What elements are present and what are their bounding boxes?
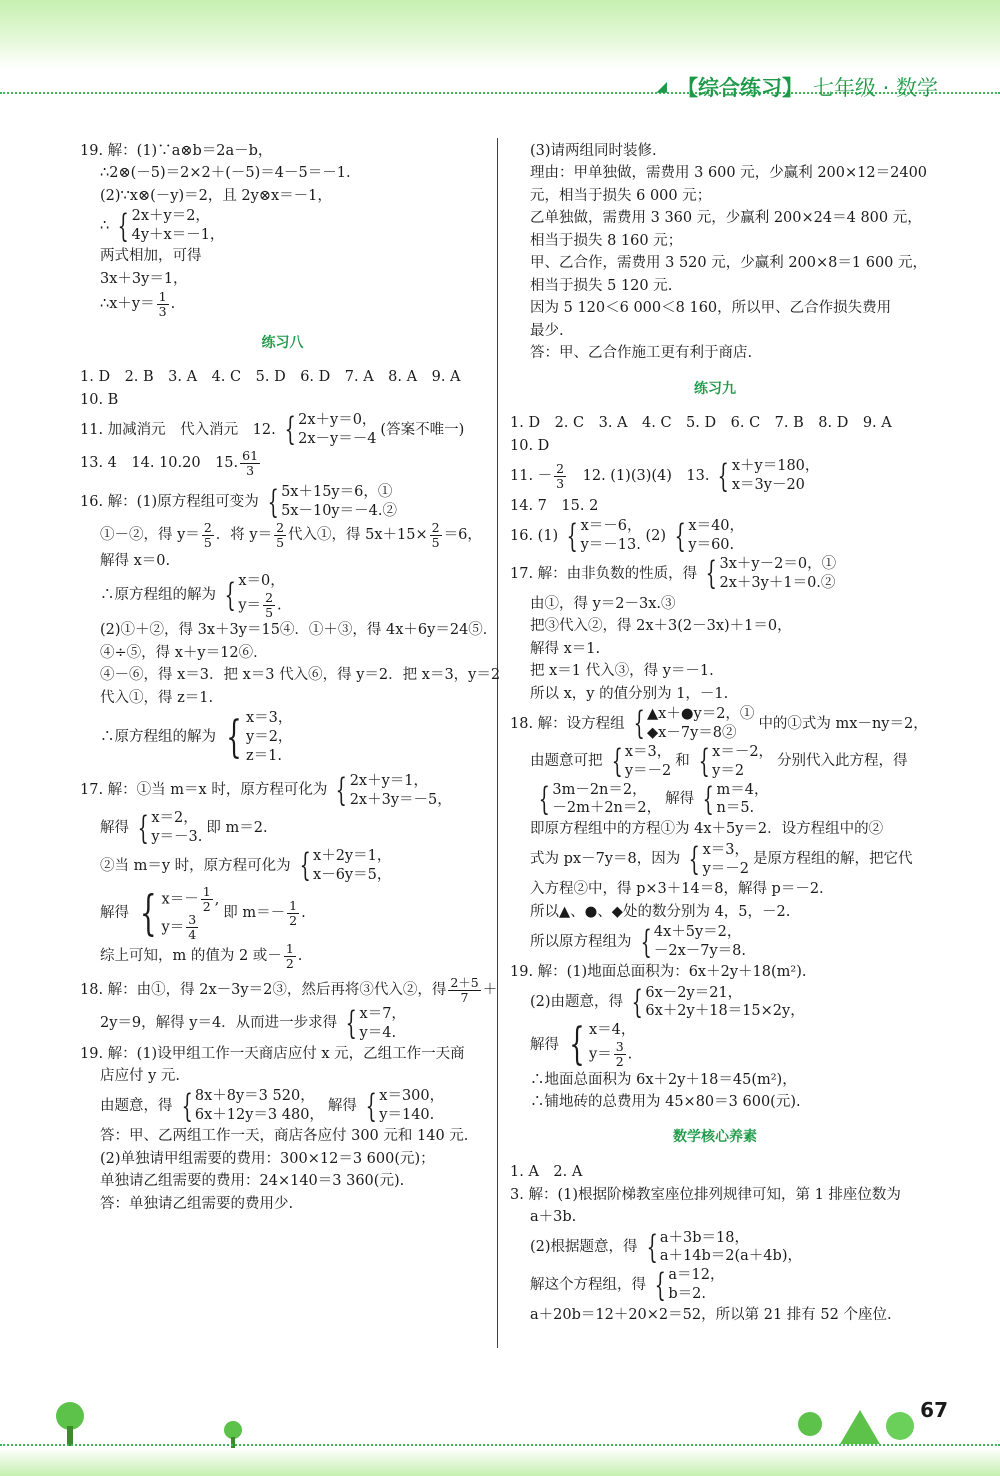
text-line: 19. 解：(1)地面总面积为：6x＋2y＋18(m²). <box>510 964 807 981</box>
text-line: 最少. <box>530 322 564 339</box>
bottom-dotted-rule <box>0 1444 1000 1446</box>
text-line: 把 x＝1 代入③，得 y＝－1. <box>530 663 714 680</box>
column-divider <box>497 138 498 1348</box>
text-line: ∴原方程组的解为 { x＝3， y＝2， z＝1. <box>100 710 293 764</box>
text-line: 即原方程组中的方程①为 4x＋5y＝2．设方程组中的② <box>530 821 884 838</box>
tree-icon <box>50 1400 90 1448</box>
text-line: 2y＝9，解得 y＝4．从而进一步求得 { x＝7， y＝4. <box>100 1004 406 1043</box>
text-line: (2)∵x⊗(－y)＝2，且 2y⊗x＝－1， <box>100 187 332 204</box>
text-line: 11. 加减消元 代入消元 12. { 2x＋y＝0， 2x－y＝－4 (答案不唯一) <box>80 410 465 449</box>
text-line: 解得 { x＝－ $\frac{1}{2}$ , y＝ $\frac{3}{4}$ 即 m＝－ $\frac{1}{2}$ . <box>100 883 306 943</box>
text-line: 18. 解：设方程组 { ▲x＋●y＝2，① ◆x－7y＝8② 中的①式为 mx－ny＝2， <box>510 704 928 743</box>
text-line: 解得 { x＝2， y＝－3. 即 m＝2. <box>100 808 268 847</box>
text-line: a＋3b. <box>530 1209 577 1226</box>
header-grade-subject: 七年级 · 数学 <box>812 76 938 100</box>
text-line: 17. 解：①当 m＝x 时，原方程可化为 { 2x＋y＝1， 2x＋3y＝－5， <box>80 771 452 809</box>
text-line: 14. 7 15. 2 <box>510 498 599 514</box>
text-line: 19. 解：(1)设甲组工作一天商店应付 x 元，乙组工作一天商 <box>80 1045 465 1062</box>
text-line: 答：甲、乙合作施工更有利于商店. <box>530 345 753 362</box>
section-title: 练习八 <box>261 334 304 351</box>
text-line: 3x＋3y＝1， <box>100 270 188 287</box>
text-line: ∴铺地砖的总费用为 45×80＝3 600(元). <box>530 1094 801 1110</box>
text-line: 单独请乙组需要的费用：24×140＝3 360(元). <box>100 1173 405 1190</box>
text-line: 17. 解：由非负数的性质，得 { 3x＋y－2＝0，① 2x＋3y＋1＝0.② <box>510 554 837 593</box>
text-line: 所以▲、●、◆处的数分别为 4，5，－2. <box>530 903 791 920</box>
text-line: { 3m－2n＝2， －2m＋2n＝2， 解得 { m＝4， n＝5. <box>538 779 769 818</box>
text-line: ④－⑥，得 x＝3．把 x＝3 代入⑥，得 y＝2．把 x＝3，y＝2 <box>100 667 501 684</box>
text-line: 所以 x，y 的值分别为 1，－1. <box>530 685 729 702</box>
text-line: 理由：甲单独做，需费用 3 600 元，少赢利 200×12＝2400 <box>530 165 928 182</box>
top-decoration-band <box>0 0 1000 70</box>
text-line: 乙单独做，需费用 3 360 元，少赢利 200×24＝4 800 元， <box>530 210 922 227</box>
equation-system: ∴ { 2x＋y＝2， 4y＋x＝－1， <box>100 206 225 245</box>
text-line: 11. － $\frac{2}{3}$ 12. (1)(3)(4) 13. { x＋y＝180， x＝3y－20 <box>510 456 820 495</box>
text-line: 综上可知，m 的值为 2 或－ $\frac{1}{2}$ . <box>100 940 303 971</box>
text-line: ∴x＋y＝ $\frac{1}{3}$ . <box>100 289 176 319</box>
text-line: 因为 5 120＜6 000＜8 160，所以甲、乙合作损失费用 <box>530 300 892 317</box>
text-line: 入方程②中，得 p×3＋14＝8，解得 p＝－2. <box>530 881 824 898</box>
header-bracket-title: 【综合练习】 <box>676 76 803 100</box>
text-line: 解得 { x＝4， y＝ $\frac{3}{2}$ . <box>530 1019 636 1071</box>
page-header <box>656 72 938 102</box>
text-line: (2)单独请甲组需要的费用：300×12＝3 600(元)； <box>100 1150 435 1167</box>
text-line: (3)请两组同时装修. <box>530 143 657 159</box>
text-line: 把③代入②，得 2x＋3(2－3x)＋1＝0， <box>530 618 792 635</box>
text-line: ∴2⊗(－5)＝2×2＋(－5)＝4－5＝－1. <box>100 165 351 182</box>
text-line: 店应付 y 元. <box>100 1067 181 1084</box>
text-line: 10. D <box>510 437 550 454</box>
text-line: 1. A 2. A <box>510 1164 583 1181</box>
text-line: 16. 解：(1)原方程组可变为 { 5x＋15y＝6，① 5x－10y＝－4.② <box>80 482 397 521</box>
text-line: 13. 4 14. 10.20 15. $\frac{61}{3}$ <box>80 447 259 478</box>
text-line: (2)①＋②，得 3x＋3y＝15④．①＋③，得 4x＋6y＝24⑤． <box>100 622 498 639</box>
text-line: 甲、乙合作，需费用 3 520 元，少赢利 200×8＝1 600 元， <box>530 255 928 272</box>
text-line: 由①，得 y＝2－3x.③ <box>530 595 676 612</box>
text-line: ①－②，得 y＝ $\frac{2}{5}$ ．将 y＝ $\frac{2}{5}$ 代入①，得 5x＋15× $\frac{2}{5}$ ＝6， <box>100 520 482 550</box>
text-line: 式为 px－7y＝8，因为 { x＝3， y＝－2 是原方程组的解，把它代 <box>530 839 913 878</box>
text-line: 解这个方程组，得 { a＝12， b＝2. <box>530 1265 725 1304</box>
text-line: ∴地面总面积为 6x＋2y＋18＝45(m²)， <box>530 1071 797 1088</box>
text-line: 1. D 2. B 3. A 4. C 5. D 6. D 7. A 8. A 9. A <box>80 369 461 386</box>
text-line: (2)由题意，得 { 6x－2y＝21， 6x＋2y＋18＝15×2y， <box>530 982 805 1021</box>
text-line: 1. D 2. C 3. A 4. C 5. D 6. C 7. B 8. D 9. A <box>510 415 892 432</box>
left-column <box>80 140 501 1215</box>
triangle-icon: ◢ <box>656 79 667 95</box>
right-column <box>510 140 928 1326</box>
text-line: 相当于损失 5 120 元. <box>530 277 673 294</box>
text-line: 代入①，得 z＝1. <box>100 689 214 706</box>
text-line: 元，相当于损失 6 000 元； <box>530 187 712 204</box>
text-line: 所以原方程组为 { 4x＋5y＝2， －2x－7y＝8. <box>530 922 747 961</box>
text-line: 两式相加，可得 <box>100 248 202 265</box>
text-line: ∴原方程组的解为 { x＝0， y＝ $\frac{2}{5}$ . <box>100 573 285 620</box>
section-title: 练习九 <box>694 380 736 397</box>
text-line: 10. B <box>80 391 119 408</box>
text-line: 18. 解：由①，得 2x－3y＝2③，然后再将③代入②，得 $\frac{2+5}{7}$ ＋ <box>80 975 498 1006</box>
bottom-decoration-band <box>0 1448 1000 1476</box>
text-line: 16. (1) { x＝－6， y＝－13. (2) { x＝40， y＝60. <box>510 516 745 555</box>
text-line: 19. 解：(1)∵a⊗b＝2a－b， <box>80 143 273 159</box>
text-line: 由题意可把 { x＝3， y＝－2 和 { x＝－2， y＝2 分别代入此方程，得 <box>530 742 908 781</box>
text-line: 答：甲、乙两组工作一天，商店各应付 300 元和 140 元. <box>100 1128 469 1145</box>
text-line: 解得 x＝1. <box>530 640 601 657</box>
text-line: 答：单独请乙组需要的费用少. <box>100 1195 294 1212</box>
text-line: ②当 m＝y 时，原方程可化为 { x＋2y＝1， x－6y＝5， <box>100 846 392 885</box>
text-line: 解得 x＝0. <box>100 552 171 569</box>
text-line: 3. 解：(1)根据阶梯教室座位排列规律可知，第 1 排座位数为 <box>510 1186 901 1203</box>
text-line: (2)根据题意，得 { a＋3b＝18， a＋14b＝2(a＋4b)， <box>530 1227 802 1266</box>
section-title: 数学核心养素 <box>673 1129 757 1146</box>
text-line: a＋20b＝12＋20×2＝52，所以第 21 排有 52 个座位. <box>530 1306 892 1323</box>
text-line: ④÷⑤，得 x＋y＝12⑥． <box>100 644 268 661</box>
page-number: 67 <box>920 1398 948 1422</box>
landscape-icon <box>790 1400 930 1446</box>
text-line: 相当于损失 8 160 元； <box>530 232 683 249</box>
text-line: 由题意，得 { 8x＋8y＝3 520， 6x＋12y＝3 480， 解得 { x＝300， y＝140. <box>100 1086 445 1125</box>
